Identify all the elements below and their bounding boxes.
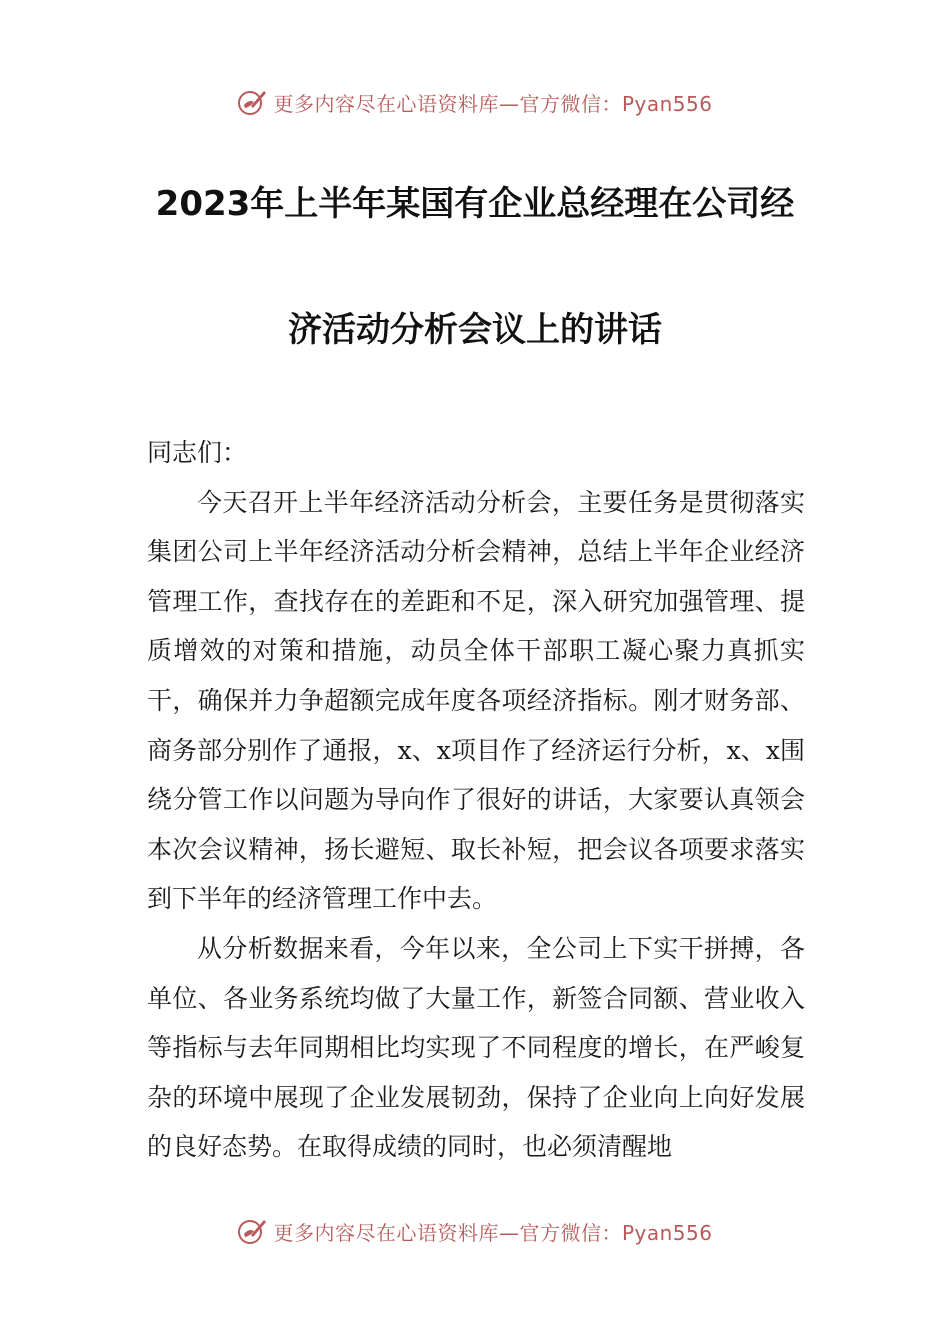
salutation: 同志们： (147, 438, 248, 467)
footer-watermark (0, 1211, 950, 1251)
header-watermark (0, 82, 950, 122)
pen-logo-icon (237, 1216, 267, 1246)
watermark-text: 更多内容尽在心语资料库—官方微信：Pyan556 (273, 1220, 713, 1245)
paragraph-2: 从分析数据来看，今年以来，全公司上下实干拼搏，各单位、各业务系统均做了大量工作，新签合同额、营业收入等指标与去年同期相比均实现了不同程度的增长，在严峻复杂的环境中展现了企业发展韧劲，保持了企业向上向好发展的良好态势。在取得成绩的同时，也必须清醒地 (147, 933, 805, 1162)
watermark-text: 更多内容尽在心语资料库—官方微信：Pyan556 (273, 91, 713, 116)
document-body (147, 428, 805, 1172)
pen-logo-icon (237, 87, 267, 117)
document-title-line-1: 2023年上半年某国有企业总经理在公司经 (155, 184, 795, 224)
document-title-line-2: 济活动分析会议上的讲话 (288, 310, 662, 350)
paragraph-1: 今天召开上半年经济活动分析会，主要任务是贯彻落实集团公司上半年经济活动分析会精神，总结上半年企业经济管理工作，查找存在的差距和不足，深入研究加强管理、提质增效的对策和措施，动员全体干部职工凝心聚力真抓实干，确保并力争超额完成年度各项经济指标。刚才财务部、商务部分别作了通报，x、x项目作了经济运行分析，x、x围绕分管工作以问题为导向作了很好的讲话，大家要认真领会本次会议精神，扬长避短、取长补短，把会议各项要求落实到下半年的经济管理工作中去。 (147, 487, 805, 914)
